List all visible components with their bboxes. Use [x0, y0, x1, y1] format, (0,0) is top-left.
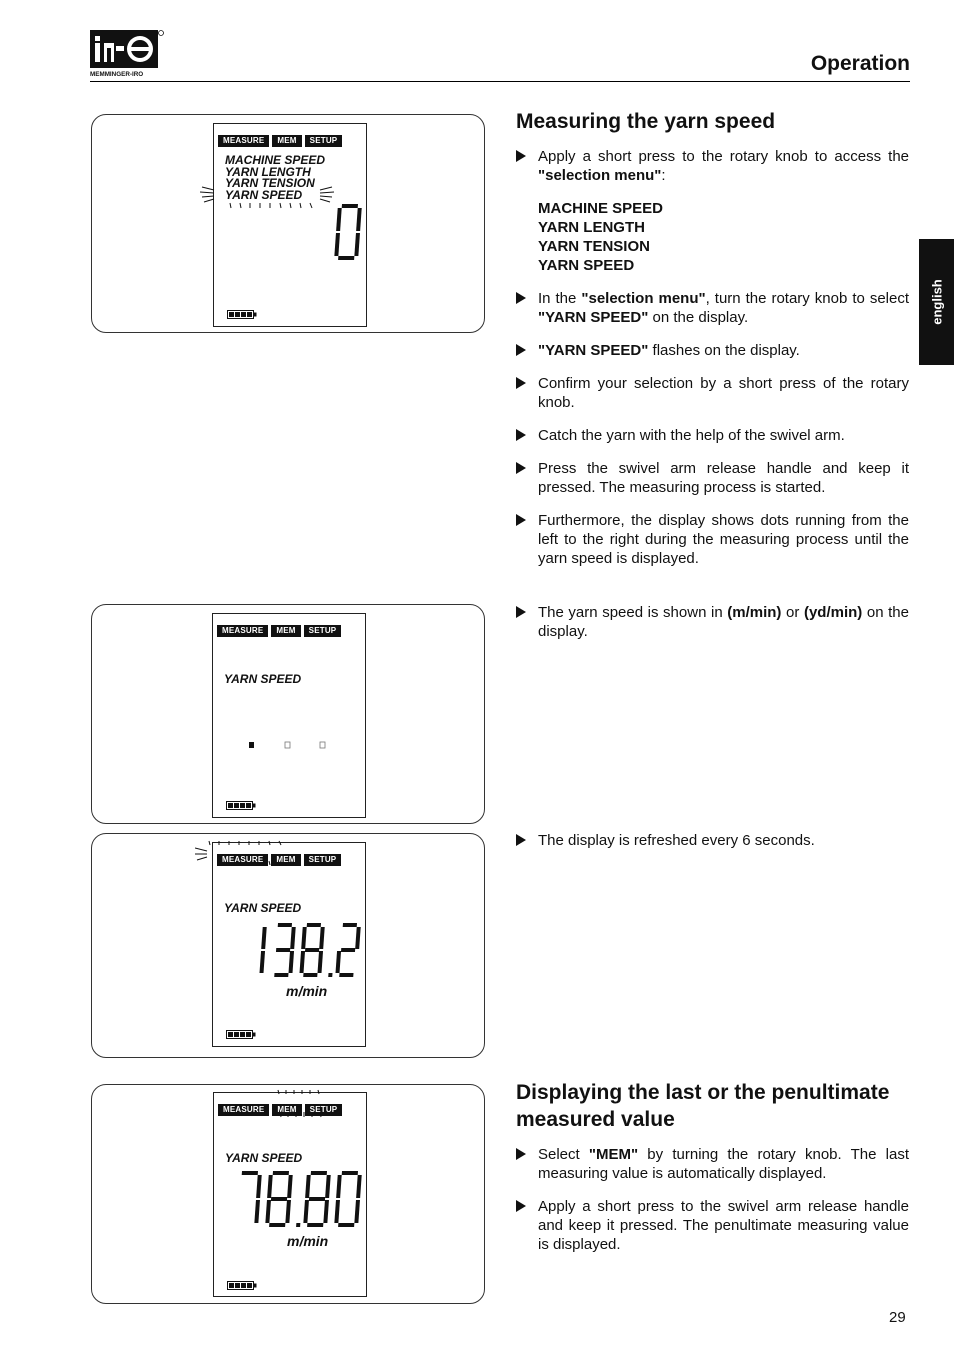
segment-b [290, 927, 296, 949]
segment-d [269, 1223, 285, 1227]
steps-block-3 [516, 831, 909, 864]
segment-b [256, 1175, 262, 1198]
menu-list-item: YARN TENSION [538, 238, 650, 255]
segment-c [318, 951, 324, 973]
segment-b [356, 1175, 362, 1198]
segment-b [356, 208, 362, 231]
tab-measure: MEASURE [218, 135, 269, 147]
step-running-dots: Furthermore, the display shows dots running from the left to the right during the measuring process until the yarn speed is displayed. [516, 511, 909, 568]
lcd-unit: m/min [287, 1233, 329, 1249]
segment-a [278, 923, 292, 927]
step-flashes: "YARN SPEED" flashes on the display. [516, 341, 909, 360]
segment-f [336, 208, 342, 231]
segment-d [274, 973, 288, 977]
segment-a [342, 204, 358, 208]
section1-title: Measuring the yarn speed [516, 110, 776, 133]
language-tab [919, 239, 954, 365]
tab-measure: MEASURE [217, 625, 268, 637]
lcd-tabs [217, 854, 341, 866]
segment-c [289, 951, 295, 973]
lcd-menu-item: YARN TENSION [225, 176, 315, 190]
lcd-yarn-speed-label: YARN SPEED [224, 672, 302, 686]
menu-list-item: MACHINE SPEED [538, 200, 664, 217]
segment-d [339, 973, 353, 977]
step-access-menu: Apply a short press to the rotary knob to access the "selection menu": [516, 147, 909, 185]
tab-measure: MEASURE [218, 1104, 269, 1116]
step-penultimate: Apply a short press to the swivel arm release handle and keep it pressed. The penultimate measuring value is displayed. [516, 1197, 909, 1254]
segment-c [260, 951, 266, 973]
lcd-display [213, 123, 367, 327]
figure-measuring [91, 604, 485, 824]
step-select-mem: Select "MEM" by turning the rotary knob. The last measuring value is automatically displayed. [516, 1145, 909, 1183]
step-press-handle: Press the swivel arm release handle and keep it pressed. The measuring process is started. [516, 459, 909, 497]
lcd-yarn-speed-label: YARN SPEED [224, 901, 302, 915]
step-refresh: The display is refreshed every 6 seconds. [516, 831, 909, 850]
menu-list-item: YARN SPEED [538, 257, 635, 274]
tab-setup: SETUP [305, 1104, 343, 1116]
segment-b [325, 1175, 331, 1198]
section-title: Operation [810, 52, 910, 75]
tab-setup: SETUP [304, 854, 342, 866]
segment-b [287, 1175, 293, 1198]
decimal-point [328, 973, 332, 977]
figure-speed-value [91, 833, 485, 1058]
logo-brand-text: MEMMINGER-IRO [90, 71, 144, 78]
segment-e [300, 951, 306, 973]
step-select-yarn-speed: In the "selection menu", turn the rotary knob to select "YARN SPEED" on the display. [516, 289, 909, 327]
lcd-display [213, 1092, 367, 1297]
segment-b [355, 927, 361, 949]
page-number: 29 [889, 1309, 906, 1326]
segment-d [307, 1223, 323, 1227]
figure-mem-value [91, 1084, 485, 1304]
step-confirm: Confirm your selection by a short press of the rotary knob. [516, 374, 909, 412]
lcd-menu-item: YARN LENGTH [225, 165, 311, 179]
step-unit-shown: The yarn speed is shown in (m/min) or (yd/min) on the display. [516, 603, 909, 641]
lcd-display [212, 842, 366, 1047]
lcd-tabs [217, 625, 341, 637]
lcd-tabs [218, 135, 342, 147]
lcd-value-display [226, 1171, 362, 1233]
menu-list-item: YARN LENGTH [538, 219, 645, 236]
segment-e [336, 951, 342, 973]
lcd-yarn-speed-label: YARN SPEED [225, 1151, 303, 1165]
segment-c [323, 1200, 329, 1223]
lcd-display [212, 613, 366, 818]
segment-d [338, 256, 354, 260]
segment-a [273, 1171, 289, 1175]
segment-a [307, 923, 321, 927]
battery-icon [227, 310, 257, 319]
segment-g [341, 948, 355, 952]
decimal-point [296, 1223, 300, 1227]
segment-a [242, 1171, 258, 1175]
lcd-value-display [237, 923, 361, 983]
tab-mem: MEM [272, 1104, 301, 1116]
section2-title: Displaying the last or the penultimate measured value [516, 1081, 890, 1131]
segment-e [265, 1200, 271, 1223]
figure-selection-menu [91, 114, 485, 333]
segment-d [338, 1223, 354, 1227]
lcd-menu-item-flashing: YARN SPEED [225, 188, 303, 202]
header-rule [90, 81, 910, 82]
segment-f [301, 927, 307, 949]
segment-g [305, 948, 319, 952]
steps-block-1 [516, 147, 909, 582]
segment-b [319, 927, 325, 949]
segment-e [303, 1200, 309, 1223]
tab-setup: SETUP [304, 625, 342, 637]
segment-f [267, 1175, 273, 1198]
battery-icon [226, 801, 256, 810]
segment-d [303, 973, 317, 977]
tab-mem: MEM [272, 135, 301, 147]
segment-e [334, 1200, 340, 1223]
tab-mem: MEM [271, 854, 300, 866]
segment-f [305, 1175, 311, 1198]
battery-icon [226, 1030, 256, 1039]
lcd-value-display [326, 204, 362, 264]
lcd-menu-item: MACHINE SPEED [225, 153, 326, 167]
battery-icon [227, 1281, 257, 1290]
menu-list [516, 199, 909, 275]
lcd-unit: m/min [286, 983, 328, 999]
iro-logo [90, 30, 165, 78]
steps-block-4 [516, 1145, 909, 1268]
running-dots-icon [243, 740, 333, 750]
tab-setup: SETUP [305, 135, 343, 147]
step-catch-yarn: Catch the yarn with the help of the swivel arm. [516, 426, 909, 445]
segment-c [354, 1200, 360, 1223]
tab-mem: MEM [271, 625, 300, 637]
steps-block-2 [516, 603, 909, 655]
language-tab-label: english [929, 279, 944, 325]
segment-a [311, 1171, 327, 1175]
segment-g [276, 948, 290, 952]
segment-a [342, 1171, 358, 1175]
segment-c [254, 1200, 260, 1223]
segment-f [336, 1175, 342, 1198]
segment-e [334, 233, 340, 256]
segment-a [343, 923, 357, 927]
segment-c [285, 1200, 291, 1223]
tab-measure: MEASURE [217, 854, 268, 866]
segment-c [354, 233, 360, 256]
segment-g [309, 1197, 325, 1201]
lcd-tabs [218, 1104, 342, 1116]
segment-b [261, 927, 267, 949]
segment-g [271, 1197, 287, 1201]
